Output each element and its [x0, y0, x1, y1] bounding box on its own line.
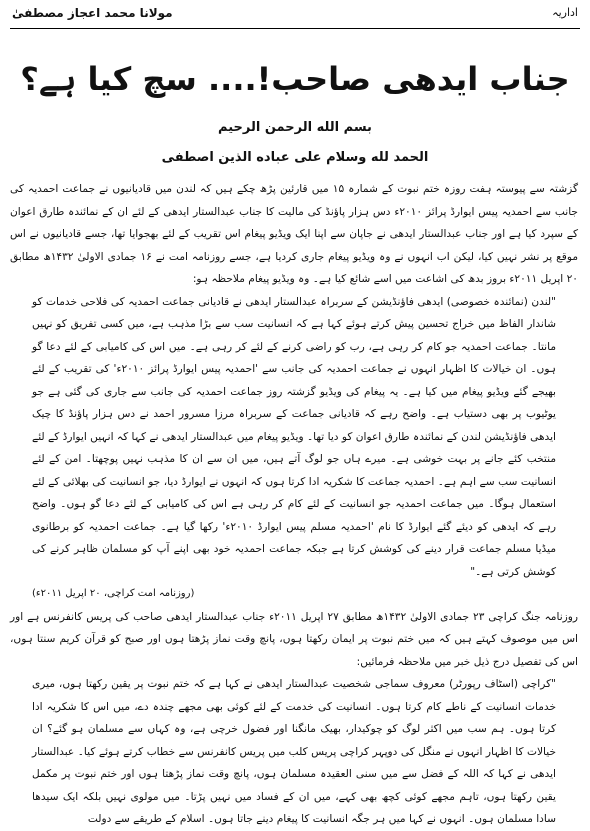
page-header — [10, 6, 580, 29]
quote-source: (روزنامہ امت کراچی، ۲۰ اپریل ۲۰۱۱ء) — [32, 588, 195, 599]
article-title: جناب ایدھی صاحب!.... سچ کیا ہے؟ — [20, 60, 570, 98]
section-label: اداریہ — [552, 6, 578, 19]
quoted-news-paragraph-2: "کراچی (اسٹاف رپورٹر) معروف سماجی شخصیت عبدالستار ایدھی نے کہا ہے کہ ختم نبوت پر یقین رکھتا ہوں، میری خدمات انسانیت کے ناطے کام کرتا ہوں۔ انسانیت کی خدمت کے لئے کوئی بھی مجھے چندہ دے، میں اس کا شکریہ ادا کرتا ہوں۔ ہم سب میں اکثر لوگ کو چوکیدار، بھیک مانگنا اور فضول خرچی ہے، وہ کہاں سے مسلمان ہو گئے؟ ان خیالات کا اظہار انہوں نے منگل کی دوپہر کراچی پریس کلب میں پریس کانفرنس سے خطاب کرتے ہوئے کیا۔ عبدالستار ایدھی نے کہا کہ اللہ کے فضل سے میں سنی العقیدہ مسلمان ہوں، پانچ وقت نماز پڑھتا ہوں اور ختم نبوت پر مکمل یقین رکھتا ہوں، تاہم مجھے کوئی کچھ بھی کہے، میں ان کے فساد میں نہیں پڑتا۔ میں مولوی نہیں بلکہ ایک سیدھا سادا مسلمان ہوں۔ انہوں نے کہا میں ہر جگہ انسانیت کا پیغام دینے جاتا ہوں۔ اسلام کے طریقے سے دولت — [32, 678, 556, 825]
second-paragraph: روزنامہ جنگ کراچی ۲۳ جمادی الاولیٰ ۱۴۳۲ھ مطابق ۲۷ اپریل ۲۰۱۱ء جناب عبدالستار ایدھی صاحب کی پریس کانفرنس ہے اور اس میں موصوف کہتے ہیں کہ میں ختم نبوت پر ایمان رکھتا ہوں، پانچ وقت نماز پڑھتا ہوں اور صبح کو قرآن کریم سنتا ہوں، اس کی تفصیل درج ذیل خبر میں ملاحظہ فرمائیں: — [10, 610, 578, 668]
intro-paragraph: گزشتہ سے پیوستہ ہفت روزہ ختم نبوت کے شمارہ ۱۵ میں قارئین پڑھ چکے ہیں کہ لندن میں قادیانیوں نے جماعت احمدیہ کی جانب سے احمدیہ پیس ایوارڈ پرائز ۲۰۱۰ء دس ہزار پاؤنڈ کی مالیت کا جناب عبدالستار ایدھی کے لئے ان کے نمائندہ طارق اعوان کے سپرد کیا ہے اور جناب عبدالستار ایدھی نے جاپان سے اپنا ایک ویڈیو پیغام اس تقریب کے لئے بھجوایا تھا، جسے قادیانیوں نے اس موقع پر نشر نہیں کیا، لیکن اب انہوں نے وہ ویڈیو پیغام جاری کردیا ہے، جسے روزنامہ امت نے ۱۶ جمادی الاولیٰ ۱۴۳۲ھ مطابق ۲۰ اپریل ۲۰۱۱ء بروز بدھ کی اشاعت میں اسے شائع کیا ہے۔ وہ ویڈیو پیغام ملاحظہ ہو: — [10, 183, 579, 285]
hamd-line: الحمد لله وسلام على عباده الذين اصطفى — [161, 150, 429, 165]
author-name: مولانا محمد اعجاز مصطفیٰ — [12, 6, 173, 20]
article-body — [10, 178, 578, 831]
quoted-news-paragraph: "لندن (نمائندہ خصوصی) ایدھی فاؤنڈیشن کے سربراہ عبدالستار ایدھی نے قادیانی جماعت احمدیہ کی فلاحی خدمات کو شاندار الفاظ میں خراج تحسین پیش کرتے ہوئے کہا ہے کہ انسانیت سب سے بڑا مذہب ہے، میں کسی تفریق کو نہیں مانتا۔ جماعت احمدیہ جو کام کر رہی ہے، رب کو راضی کرنے کے لئے کر رہی ہے۔ میں اس کی کامیابی کے لئے دعا گو ہوں۔ ان خیالات کا اظہار انہوں نے جماعت احمدیہ کی جانب سے 'احمدیہ پیس ایوارڈ پرائز ۲۰۱۰ء' کی تقریب کے لئے بھیجے گئے ویڈیو پیغام میں کیا ہے۔ یہ پیغام کی ویڈیو گزشتہ روز جماعت احمدیہ کی جانب سے جاری کی گئی ہے جو یوٹیوب پر بھی دستیاب ہے۔ واضح رہے کہ قادیانی جماعت کے سربراہ مرزا مسرور احمد نے دس ہزار پاؤنڈ کا چیک ایدھی فاؤنڈیشن لندن کے نمائندہ طارق اعوان کو دیا تھا۔ ویڈیو پیغام میں عبدالستار ایدھی نے کہا کہ انہیں ایوارڈ کے لئے منتخب کئے جانے پر بہت خوشی ہے۔ میرے ہاں جو لوگ آتے ہیں، میں ان سے ان کا مذہب نہیں پوچھتا۔ امن کے لئے انسانیت سب سے اہم ہے۔ احمدیہ جماعت کا شکریہ ادا کرتا ہوں کہ انہوں نے ایوارڈ دیا، جو انسانیت کی بھلائی کے لئے استعمال ہوگا۔ میں جماعت احمدیہ جو انسانیت کے لئے کام کر رہی ہے اس کی کامیابی کے لئے دعا گو ہوں۔ واضح رہے کہ ایدھی کو دیئے گئے ایوارڈ کا نام 'احمدیہ مسلم پیس ایوارڈ ۲۰۱۰ء' رکھا گیا ہے۔ جماعت احمدیہ کو برطانوی میڈیا مسلم جماعت قرار دینے کی کوشش کرتا ہے جبکہ جماعت احمدیہ خود بھی اپنے آپ کو مسلمان ظاہر کرنے کی کوشش کرتی ہے۔" — [32, 295, 557, 578]
bismillah-line: بسم الله الرحمن الرحيم — [218, 120, 372, 135]
